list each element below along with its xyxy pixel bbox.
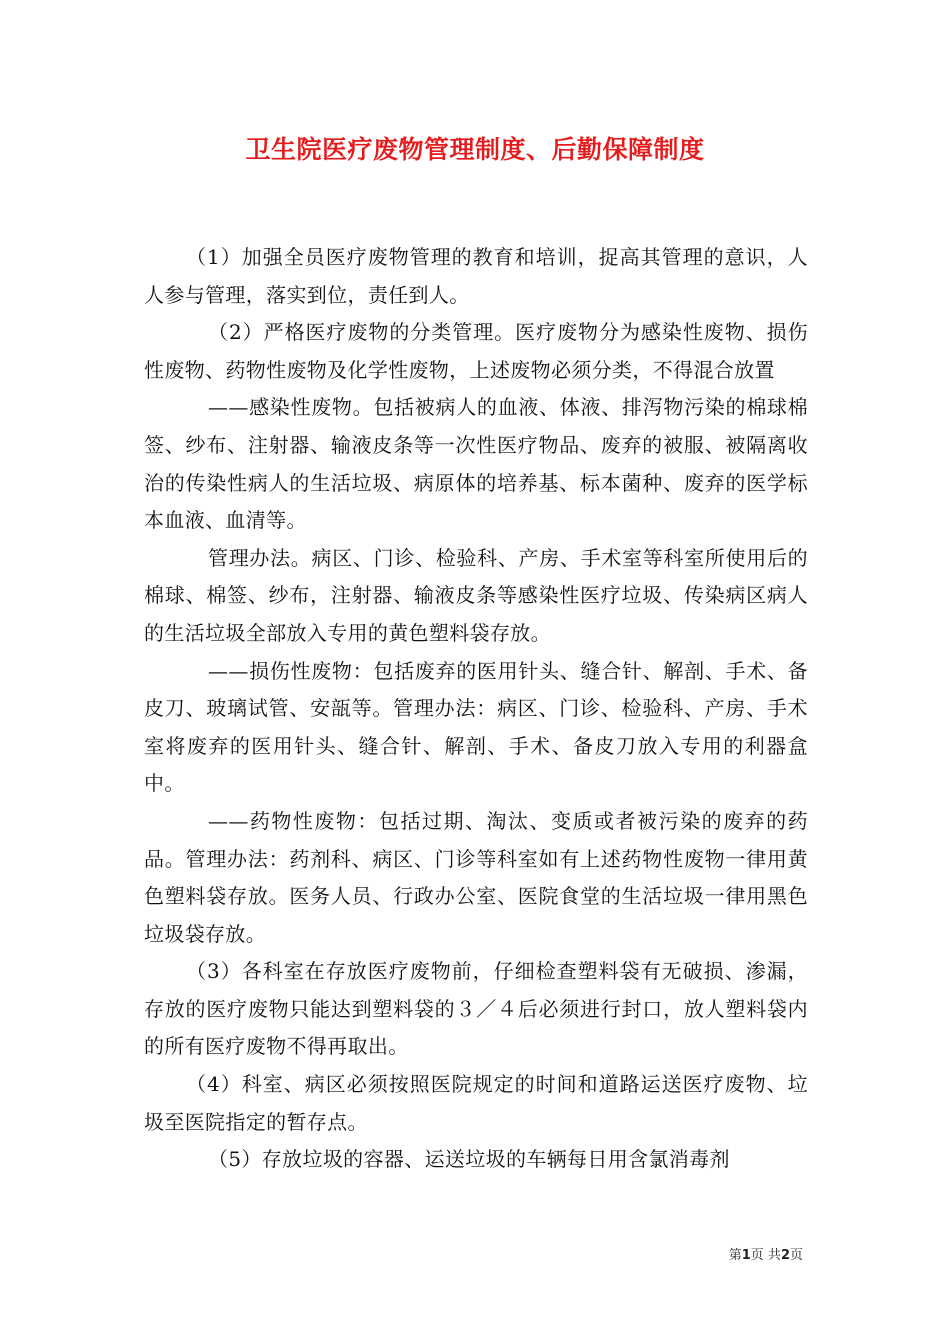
paragraph-infectious-waste: ——感染性废物。包括被病人的血液、体液、排泻物污染的棉球棉签、纱布、注射器、输液皮条等一次性医疗物品、废弃的被服、被隔离收治的传染性病人的生活垃圾、病原体的培养基、标本菌种、废弃的医学标本血液、血清等。 bbox=[144, 395, 808, 533]
paragraph-item-2: （2）严格医疗废物的分类管理。医疗废物分为感染性废物、损伤性废物、药物性废物及化学性废物，上述废物必须分类，不得混合放置 bbox=[144, 320, 808, 382]
footer-prefix: 第 bbox=[728, 1248, 742, 1263]
paragraph-item-5: （5）存放垃圾的容器、运送垃圾的车辆每日用含氯消毒剂 bbox=[208, 1147, 730, 1172]
paragraph-management-method: 管理办法。病区、门诊、检验科、产房、手术室等科室所使用后的棉球、棉签、纱布，注射器、输液皮条等感染性医疗垃圾、传染病区病人的生活垃圾全部放入专用的黄色塑料袋存放。 bbox=[144, 545, 808, 645]
document-title: 卫生院医疗废物管理制度、后勤保障制度 bbox=[245, 135, 705, 164]
paragraph-item-4: （4）科室、病区必须按照医院规定的时间和道路运送医疗废物、垃圾至医院指定的暂存点。 bbox=[144, 1072, 808, 1134]
current-page-number: 1 bbox=[741, 1248, 751, 1263]
paragraph-item-3: （3）各科室在存放医疗废物前，仔细检查塑料袋有无破损、渗漏，存放的医疗废物只能达到塑料袋的３／４后必须进行封口，放人塑料袋内的所有医疗废物不得再取出。 bbox=[144, 959, 808, 1059]
footer-middle: 页 共 bbox=[750, 1248, 781, 1263]
paragraph-pharmaceutical-waste: ——药物性废物：包括过期、淘汰、变质或者被污染的废弃的药品。管理办法：药剂科、病区、门诊等科室如有上述药物性废物一律用黄色塑料袋存放。医务人员、行政办公室、医院食堂的生活垃圾一律用黑色垃圾袋存放。 bbox=[144, 808, 808, 946]
footer-suffix: 页 bbox=[789, 1248, 803, 1263]
document-body bbox=[144, 239, 808, 1179]
total-page-number: 2 bbox=[780, 1248, 790, 1263]
paragraph-damaging-waste: ——损伤性废物：包括废弃的医用针头、缝合针、解剖、手术、备皮刀、玻璃试管、安瓿等。管理办法：病区、门诊、检验科、产房、手术室将废弃的医用针头、缝合针、解剖、手术、备皮刀放入专用的利器盒中。 bbox=[144, 658, 808, 796]
paragraph-item-1: （1）加强全员医疗废物管理的教育和培训，捉高其管理的意识，人人参与管理，落实到位，责任到人。 bbox=[144, 245, 808, 307]
page-number-footer bbox=[729, 1247, 803, 1265]
